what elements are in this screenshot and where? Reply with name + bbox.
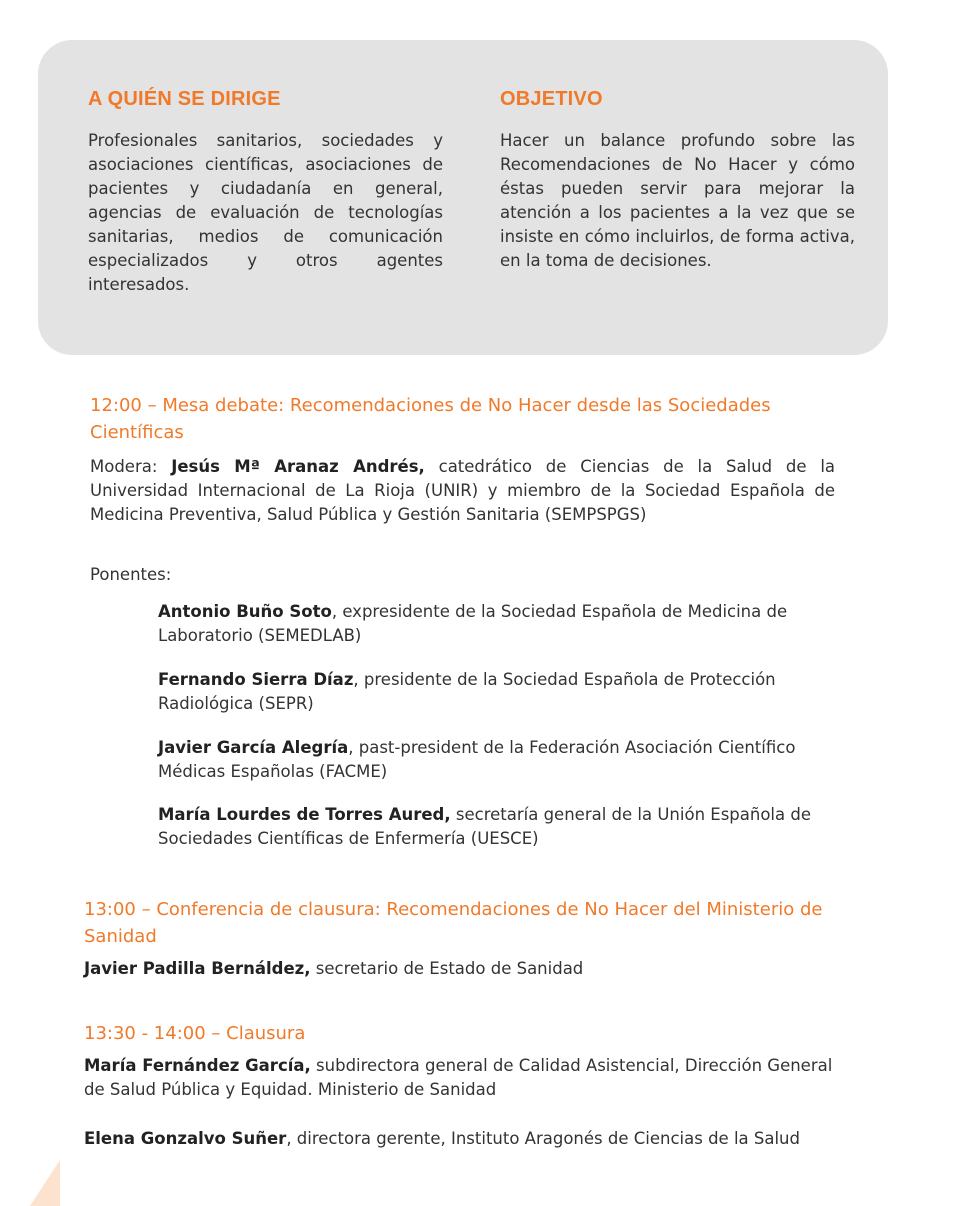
speaker-description: , expresidente de la Sociedad Española de Medicina de Laboratorio (SEMEDLAB) bbox=[158, 602, 788, 645]
audience-heading: A QUIÉN SE DIRIGE bbox=[88, 88, 281, 110]
speaker-item bbox=[158, 600, 848, 648]
objective-text: Hacer un balance profundo sobre las Recomendaciones de No Hacer y cómo éstas pueden servir para mejorar la atención a los pacientes a la vez que se insiste en cómo incluirlos, de forma activa, en la toma de decisiones. bbox=[500, 131, 855, 270]
speaker-description: , presidente de la Sociedad Española de Protección Radiológica (SEPR) bbox=[158, 670, 776, 713]
audience-text: Profesionales sanitarios, sociedades y asociaciones científicas, asociaciones de pacientes y ciudadanía en general, agencias de evaluación de tecnologías sanitarias, medios de comunicación especializados y otros agentes interesados. bbox=[88, 131, 443, 294]
speaker-name: Antonio Buño Soto bbox=[158, 602, 332, 621]
audience-column bbox=[88, 88, 443, 297]
speakers-label: Ponentes: bbox=[90, 565, 172, 584]
session-title-closing: 13:30 - 14:00 – Clausura bbox=[84, 1023, 306, 1044]
corner-decoration bbox=[30, 1160, 60, 1206]
session-title-conference: 13:00 – Conferencia de clausura: Recomendaciones de No Hacer del Ministerio de Sanidad bbox=[84, 899, 823, 947]
speaker-name: María Lourdes de Torres Aured, bbox=[158, 805, 451, 824]
speaker-description: secretaría general de la Unión Española de Sociedades Científicas de Enfermería (UESCE) bbox=[158, 805, 811, 848]
speaker-name: Javier Padilla Bernáldez, bbox=[84, 959, 311, 978]
closing-speaker bbox=[84, 1127, 884, 1151]
speaker-item bbox=[158, 736, 858, 784]
moderator-name: Jesús Mª Aranaz Andrés, bbox=[171, 457, 425, 476]
conference-speaker bbox=[84, 957, 864, 981]
speaker-description: , past-president de la Federación Asociación Científico Médicas Españolas (FACME) bbox=[158, 738, 796, 781]
speaker-name: María Fernández García, bbox=[84, 1056, 311, 1075]
speaker-description: subdirectora general de Calidad Asistencial, Dirección General de Salud Pública y Equidad. Ministerio de Sanidad bbox=[84, 1056, 833, 1099]
closing-speaker bbox=[84, 1054, 854, 1102]
speaker-name: Javier García Alegría bbox=[158, 738, 349, 757]
speaker-description: secretario de Estado de Sanidad bbox=[310, 959, 584, 978]
objective-column bbox=[500, 88, 855, 273]
speaker-item bbox=[158, 668, 858, 716]
speaker-name: Elena Gonzalvo Suñer bbox=[84, 1129, 287, 1148]
session-title-debate: 12:00 – Mesa debate: Recomendaciones de No Hacer desde las Sociedades Científicas bbox=[90, 395, 771, 443]
moderator-paragraph bbox=[90, 455, 835, 527]
info-box bbox=[38, 40, 888, 355]
moderator-prefix: Modera: bbox=[90, 457, 172, 476]
speaker-description: , directora gerente, Instituto Aragonés de Ciencias de la Salud bbox=[286, 1129, 800, 1148]
moderator-description: catedrático de Ciencias de la Salud de la Universidad Internacional de La Rioja (UNIR) y miembro de la Sociedad Española de Medicina Preventiva, Salud Pública y Gestión Sanitaria (SEMPSPGS) bbox=[90, 457, 836, 524]
speaker-item bbox=[158, 803, 858, 851]
objective-heading: OBJETIVO bbox=[500, 88, 603, 110]
speaker-name: Fernando Sierra Díaz bbox=[158, 670, 354, 689]
